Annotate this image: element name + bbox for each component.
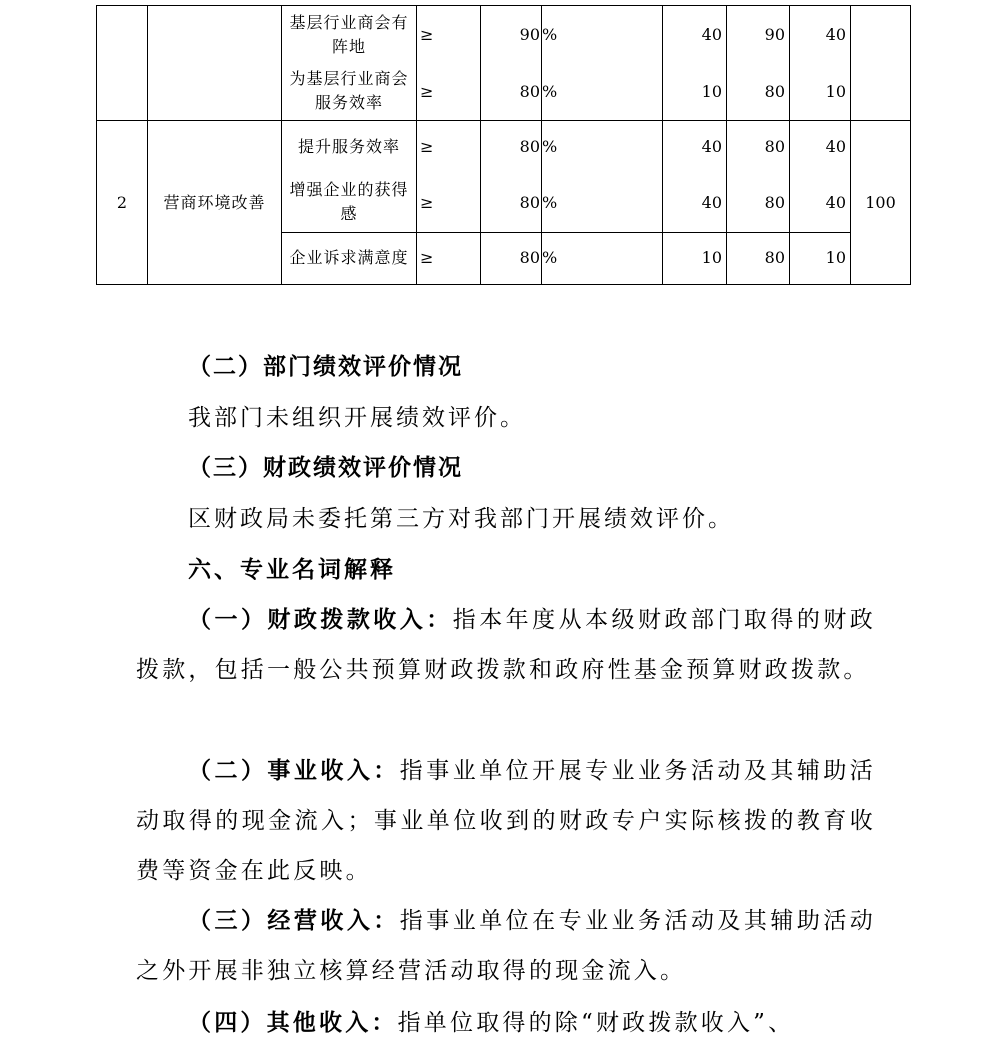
section-body: 区财政局未委托第三方对我部门开展绩效评价。	[188, 506, 734, 532]
comparison-symbol: ≥	[420, 82, 434, 101]
term-definition: 指事业单位开展专业业务活动及其辅助活动取得的现金流入；事业单位收到的财政专户实际核拨的教育收费等资金在此反映。	[136, 758, 876, 884]
chapter-heading: 六、专业名词解释	[188, 556, 396, 583]
unit: %	[542, 82, 558, 101]
target-value: 90	[519, 25, 540, 44]
term-paragraph	[136, 896, 876, 996]
section-body: 我部门未组织开展绩效评价。	[188, 405, 526, 431]
term-definition: 指单位取得的除“财政拨款收入”、	[397, 1010, 795, 1036]
term-title: （四）其他收入：	[188, 1009, 398, 1036]
term-paragraph	[136, 998, 876, 1048]
unit: %	[542, 193, 558, 212]
weight-value: 10	[701, 248, 722, 267]
score-value: 10	[825, 248, 846, 267]
indicator-name: 企业诉求满意度	[289, 248, 409, 267]
score-value: 40	[825, 25, 846, 44]
term-paragraph	[136, 746, 876, 896]
actual-value: 80	[764, 137, 785, 156]
comparison-symbol: ≥	[420, 25, 434, 44]
table-col-divider	[416, 5, 417, 285]
term-definition: 指事业单位在专业业务活动及其辅助活动之外开展非独立核算经营活动取得的现金流入。	[136, 908, 876, 984]
weight-value: 40	[701, 193, 722, 212]
actual-value: 80	[764, 248, 785, 267]
row-number: 2	[116, 193, 128, 212]
unit: %	[542, 25, 558, 44]
score-value: 40	[825, 137, 846, 156]
actual-value: 90	[764, 25, 785, 44]
term-title: （一）财政拨款收入：	[188, 606, 453, 633]
target-value: 80	[519, 82, 540, 101]
comparison-symbol: ≥	[420, 193, 434, 212]
table-col-divider	[147, 5, 148, 285]
table-border-right	[910, 5, 911, 285]
target-value: 80	[519, 193, 540, 212]
score-value: 40	[825, 193, 846, 212]
score-value: 10	[825, 82, 846, 101]
term-paragraph	[136, 595, 876, 695]
project-name: 营商环境改善	[163, 193, 266, 212]
section-heading: （二）部门绩效评价情况	[188, 353, 463, 380]
indicator-name: 基层行业商会有阵地	[289, 13, 409, 56]
comparison-symbol: ≥	[420, 248, 434, 267]
weight-value: 10	[701, 82, 722, 101]
target-value: 80	[519, 248, 540, 267]
indicator-name: 为基层行业商会服务效率	[289, 69, 409, 112]
indicator-name: 增强企业的获得感	[289, 180, 409, 223]
table-row-divider	[281, 232, 851, 233]
indicator-name: 提升服务效率	[297, 137, 400, 156]
unit: %	[542, 137, 558, 156]
comparison-symbol: ≥	[420, 137, 434, 156]
actual-value: 80	[764, 82, 785, 101]
total-score: 100	[865, 193, 896, 212]
table-border-left	[96, 5, 97, 285]
weight-value: 40	[701, 25, 722, 44]
actual-value: 80	[764, 193, 785, 212]
performance-table	[96, 5, 911, 285]
unit: %	[542, 248, 558, 267]
target-value: 80	[519, 137, 540, 156]
section-heading: （三）财政绩效评价情况	[188, 454, 463, 481]
term-title: （二）事业收入：	[188, 757, 400, 784]
term-title: （三）经营收入：	[188, 907, 400, 934]
term-definition: 指本年度从本级财政部门取得的财政拨款，包括一般公共预算财政拨款和政府性基金预算财政拨款。	[136, 607, 876, 683]
table-col-divider	[850, 5, 851, 285]
weight-value: 40	[701, 137, 722, 156]
